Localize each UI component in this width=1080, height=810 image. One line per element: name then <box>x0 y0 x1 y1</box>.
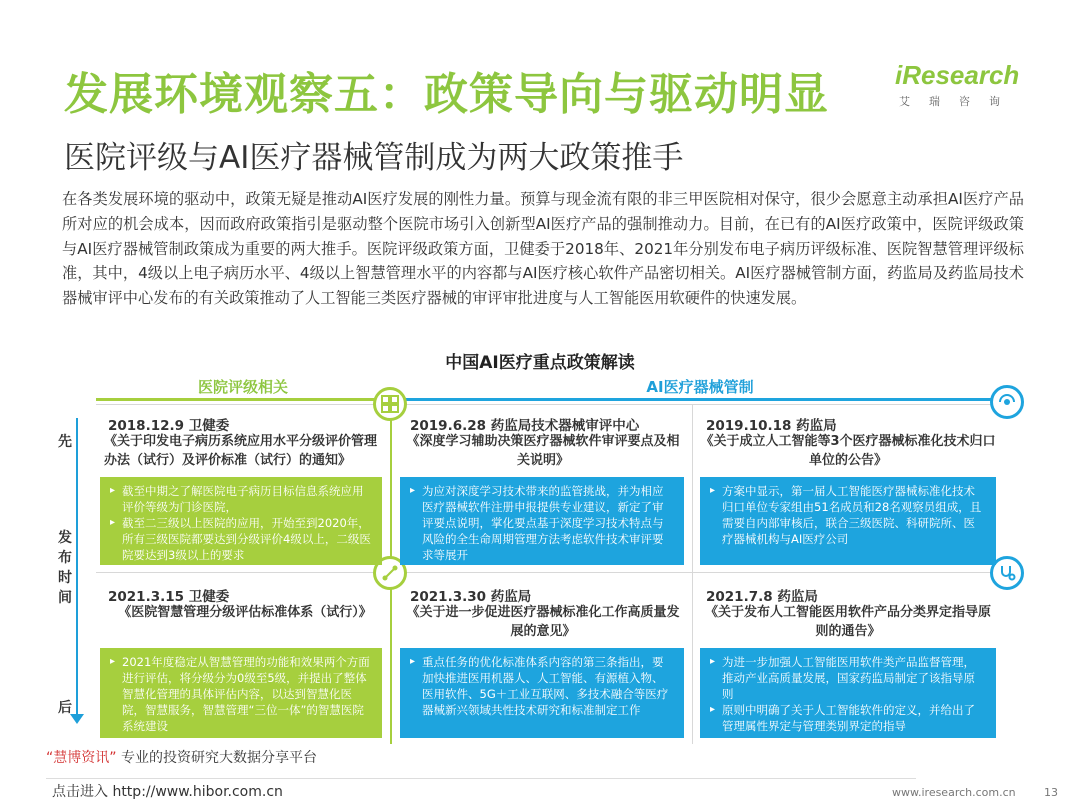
card-2-doc: 《深度学习辅助决策医疗器械软件审评要点及相关说明》 <box>406 434 680 468</box>
footer-source <box>46 747 317 767</box>
card-1-box <box>100 477 382 565</box>
card-6-head: 2021.7.8 药监局 <box>706 589 818 605</box>
card-5-doc: 《关于进一步促进医疗器械标准化工作高质量发展的意见》 <box>406 605 680 639</box>
card-1-point-2: ▸ 截至二三级以上医院的应用，开始至到2020年，所有三级医院都要达到分级评价4级以上，二级医院要达到3级以上的要求 <box>110 515 372 563</box>
card-3-doc: 《关于成立人工智能等3个医疗器械标准化技术归口单位的公告》 <box>700 434 996 468</box>
page-subtitle: 医院评级与AI医疗器械管制成为两大政策推手 <box>64 140 684 176</box>
axis-label-early: 先 <box>58 434 72 450</box>
card-5-box <box>400 648 684 738</box>
footer-source-text: 专业的投资研究大数据分享平台 <box>120 750 317 766</box>
page-title: 发展环境观察五：政策导向与驱动明显 <box>64 69 829 120</box>
card-4-box <box>100 648 382 738</box>
logo-text: iResearch <box>895 60 1020 90</box>
footer-divider <box>46 778 916 779</box>
footer-site: www.iresearch.com.cn <box>892 786 1016 799</box>
card-6-doc: 《关于发布人工智能医用软件产品分类界定指导原则的通告》 <box>704 605 991 639</box>
diagram-title: 中国AI医疗重点政策解读 <box>445 353 635 373</box>
segment-line-green <box>96 398 386 401</box>
satellite-icon <box>990 385 1024 419</box>
card-5-head: 2021.3.30 药监局 <box>410 589 532 605</box>
card-6-point-1: ▸ 为进一步加强人工智能医用软件类产品监督管理，推动产业高质量发展，国家药监局制定了该指导原则 <box>710 654 986 702</box>
page-number: 13 <box>1044 786 1058 799</box>
card-1-point-1: ▸ 截至中期之了解医院电子病历目标信息系统应用评价等级为门诊医院， <box>110 483 372 515</box>
hospital-grid-icon <box>373 387 407 421</box>
card-1-head: 2018.12.9 卫健委 <box>108 418 230 434</box>
card-6-box <box>700 648 996 738</box>
card-3-point-1: ▸ 方案中显示，第一届人工智能医疗器械标准化技术归口单位专家组由51名成员和28名观察员组成，且需要自内部审核后，联合三级医院、科研院所、医疗器械机构与AI医疗公司 <box>710 483 986 547</box>
footer-link[interactable]: 点击进入 http://www.hibor.com.cn <box>52 784 283 800</box>
segment-line-blue <box>400 398 1010 401</box>
axis-label-publish-4: 间 <box>58 590 72 606</box>
grid-line-middle <box>96 572 1011 573</box>
card-4-point-1: ▸ 2021年度稳定从智慧管理的功能和效果两个方面进行评估，将分级分为0级至5级，并提出了整体智慧化管理的具体评估内容，以达到智慧化医院，智慧服务，智慧管理“三位一体”的智慧医院系统建设 <box>110 654 372 734</box>
card-4-doc: 《医院智慧管理分级评估标准体系（试行）》 <box>118 605 372 620</box>
intro-paragraph: 在各类发展环境的驱动中，政策无疑是推动AI医疗发展的刚性力量。预算与现金流有限的非三甲医院相对保守，很少会愿意主动承担AI医疗产品所对应的机会成本，因而政府政策指引是驱动整个医院市场引入创新型AI医疗产品的强制推动力。目前，在已有的AI医疗政策中，医院评级政策与AI医疗器械管制政策成为重要的两大推手。医院评级政策方面，卫健委于2018年、2021年分别发布电子病历评级标准、医院智慧管理评级标准，其中，4级以上电子病历水平、4级以上智慧管理水平的内容都与AI医疗核心软件产品密切相关。AI医疗器械管制方面，药监局及药监局技术器械审评中心发布的有关政策推动了人工智能三类医疗器械的审评审批进度与人工智能医用软硬件的快速发展。 <box>62 190 1024 308</box>
card-1-doc: 《关于印发电子病历系统应用水平分级评价管理办法（试行）及评价标准（试行）的通知》 <box>104 434 378 468</box>
card-3-head: 2019.10.18 药监局 <box>706 418 837 434</box>
axis-label-publish-1: 发 <box>58 530 72 546</box>
segment-label-ai-device: AI医疗器械管制 <box>646 378 754 396</box>
card-3-box <box>700 477 996 565</box>
iresearch-logo <box>895 60 1025 122</box>
axis-label-late: 后 <box>58 700 72 716</box>
segment-label-hospital-rating: 医院评级相关 <box>197 378 288 396</box>
axis-label-publish-3: 时 <box>58 570 72 586</box>
card-2-head: 2019.6.28 药监局技术器械审评中心 <box>410 418 640 434</box>
axis-label-publish-2: 布 <box>58 550 72 566</box>
card-5-point-1: ▸ 重点任务的优化标准体系内容的第三条指出，要加快推进医用机器人、人工智能、有源植入物、医用软件、5G＋工业互联网、多技术融合等医疗器械新兴领域共性技术研究和标准制定工作 <box>410 654 674 718</box>
footer-brand: “慧博资讯” <box>46 750 117 766</box>
logo-subtext: 艾瑞咨询 <box>899 95 1019 108</box>
grid-line-top <box>96 404 1011 405</box>
card-2-box <box>400 477 684 565</box>
time-axis-line <box>76 418 78 718</box>
card-2-point-1: ▸ 为应对深度学习技术带来的监管挑战，并为相应医疗器械软件注册申报提供专业建议，新定了审评要点说明，掌化要点基于深度学习技术特点与风险的全生命周期管理方法考虑软件技术审评要求等展开 <box>410 483 674 563</box>
grid-divider-blue <box>692 404 693 744</box>
card-6-point-2: ▸ 原则中明确了关于人工智能软件的定义，并给出了管理属性界定与管理类别界定的指导 <box>710 702 986 734</box>
card-4-head: 2021.3.15 卫健委 <box>108 589 230 605</box>
